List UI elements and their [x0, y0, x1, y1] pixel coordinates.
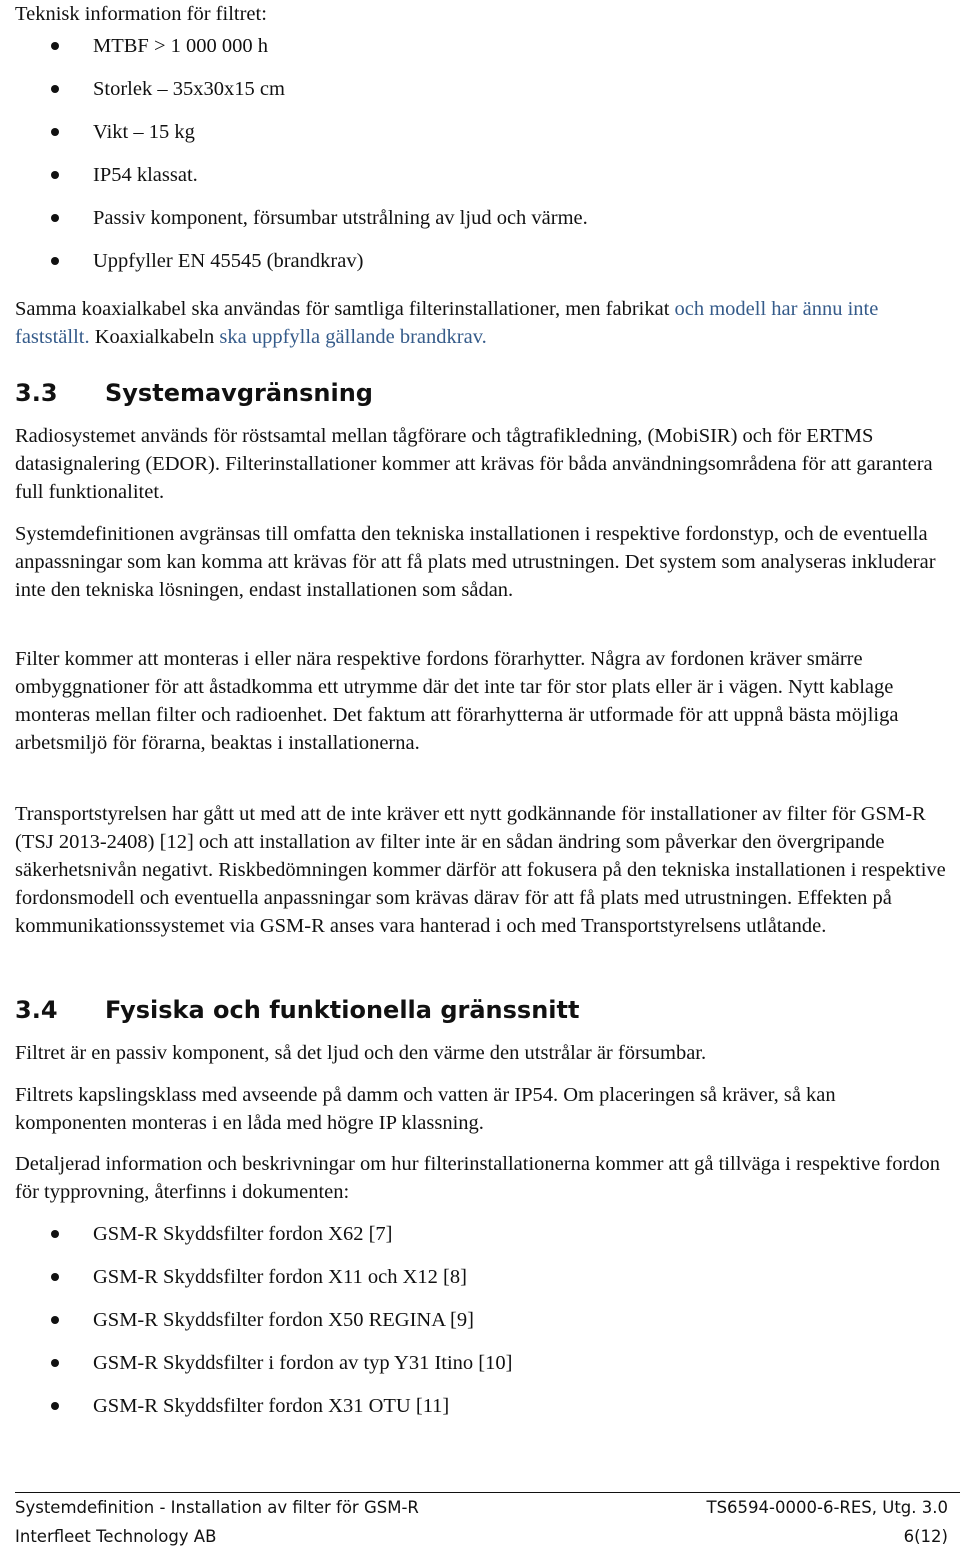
list-item: Vikt – 15 kg	[15, 118, 588, 161]
list-item: Passiv komponent, försumbar utstrålning av ljud och värme.	[15, 204, 588, 247]
list-item: IP54 klassat.	[15, 161, 588, 204]
bullet-icon	[51, 214, 59, 222]
section-heading-3-4: 3.4 Fysiska och funktionella gränssnitt	[15, 996, 580, 1024]
bullet-icon	[51, 257, 59, 265]
list-item: GSM-R Skyddsfilter fordon X62 [7]	[15, 1220, 512, 1263]
bullet-icon	[51, 1402, 59, 1410]
section-3-4-paragraph-1: Filtret är en passiv komponent, så det ljud och den värme den utstrålar är försumbar.	[15, 1042, 707, 1064]
list-item: MTBF > 1 000 000 h	[15, 32, 588, 75]
list-item: GSM-R Skyddsfilter i fordon av typ Y31 Itino [10]	[15, 1349, 512, 1392]
footer-doc-id: TS6594-0000-6-RES, Utg. 3.0	[706, 1498, 948, 1517]
section-heading-3-3: 3.3 Systemavgränsning	[15, 379, 373, 407]
bullet-icon	[51, 128, 59, 136]
bullet-icon	[51, 1316, 59, 1324]
list-item: Storlek – 35x30x15 cm	[15, 75, 588, 118]
section-3-3-paragraph-4: Transportstyrelsen har gått ut med att de inte kräver ett nytt godkännande för installationer av filter för GSM-R (TSJ 2013-2408) [12] och att installation av filter inte är en sådan ändring som påverkar den övergripande säkerhetsnivån negativt. Riskbedömningen kommer därför att fokusera på den tekniska installationen i respektive fordonsmodell och eventuella anpassningar som krävas därav för att få plats med utrustningen. Effekten på kommunikationssystemet via GSM-R anses vara hanterad i och med Transportstyrelsens utlåtande.	[15, 803, 946, 937]
list-item: GSM-R Skyddsfilter fordon X50 REGINA [9]	[15, 1306, 512, 1349]
bullet-icon	[51, 171, 59, 179]
section-3-3-paragraph-1: Radiosystemet används för röstsamtal mellan tågförare och tågtrafikledning, (MobiSIR) och för ERTMS datasignalering (EDOR). Filterinstallationer kommer att krävas för båda användningsområdena för att garantera full funktionalitet.	[15, 425, 933, 503]
bullet-icon	[51, 42, 59, 50]
section-3-3-paragraph-3: Filter kommer att monteras i eller nära respektive fordons förarhytter. Några av fordonen kräver smärre ombyggnationer för att åstadkomma ett utrymme där det inte tar för stor plats eller är i vägen. Nytt kablage monteras mellan filter och radioenhet. Det faktum att förarhytterna är utformade för att uppnå bästa möjliga arbetsmiljö för förarna, beaktas i installationerna.	[15, 648, 899, 754]
document-list	[15, 1220, 512, 1435]
section-3-4-paragraph-3: Detaljerad information och beskrivningar om hur filterinstallationerna kommer att gå tillväga i respektive fordon för typprovning, återfinns i dokumenten:	[15, 1153, 941, 1203]
bullet-icon	[51, 85, 59, 93]
bullet-icon	[51, 1359, 59, 1367]
intro-text: Teknisk information för filtret:	[15, 3, 267, 25]
cable-note: Samma koaxialkabel ska användas för samtliga filterinstallationer, men fabrikat och modell har ännu inte fastställt. Koaxialkabeln ska uppfylla gällande brandkrav.	[15, 298, 879, 348]
footer-page-number: 6(12)	[903, 1527, 948, 1546]
section-3-3-paragraph-2: Systemdefinitionen avgränsas till omfatta den tekniska installationen i respektive fordonstyp, och de eventuella anpassningar som kan komma att krävas för att få plats med utrustningen. Det system som analyseras inkluderar inte den tekniska lösningen, endast installationen som sådan.	[15, 523, 936, 601]
list-item: GSM-R Skyddsfilter fordon X31 OTU [11]	[15, 1392, 512, 1435]
bullet-icon	[51, 1273, 59, 1281]
footer-divider	[15, 1492, 960, 1493]
footer-company: Interfleet Technology AB	[15, 1527, 217, 1546]
bullet-icon	[51, 1230, 59, 1238]
list-item: Uppfyller EN 45545 (brandkrav)	[15, 247, 588, 290]
spec-list	[15, 32, 588, 290]
footer-doc-title: Systemdefinition - Installation av filter för GSM-R	[15, 1498, 419, 1517]
section-3-4-paragraph-2: Filtrets kapslingsklass med avseende på damm och vatten är IP54. Om placeringen så kräver, så kan komponenten monteras i en låda med högre IP klassning.	[15, 1084, 836, 1134]
list-item: GSM-R Skyddsfilter fordon X11 och X12 [8]	[15, 1263, 512, 1306]
